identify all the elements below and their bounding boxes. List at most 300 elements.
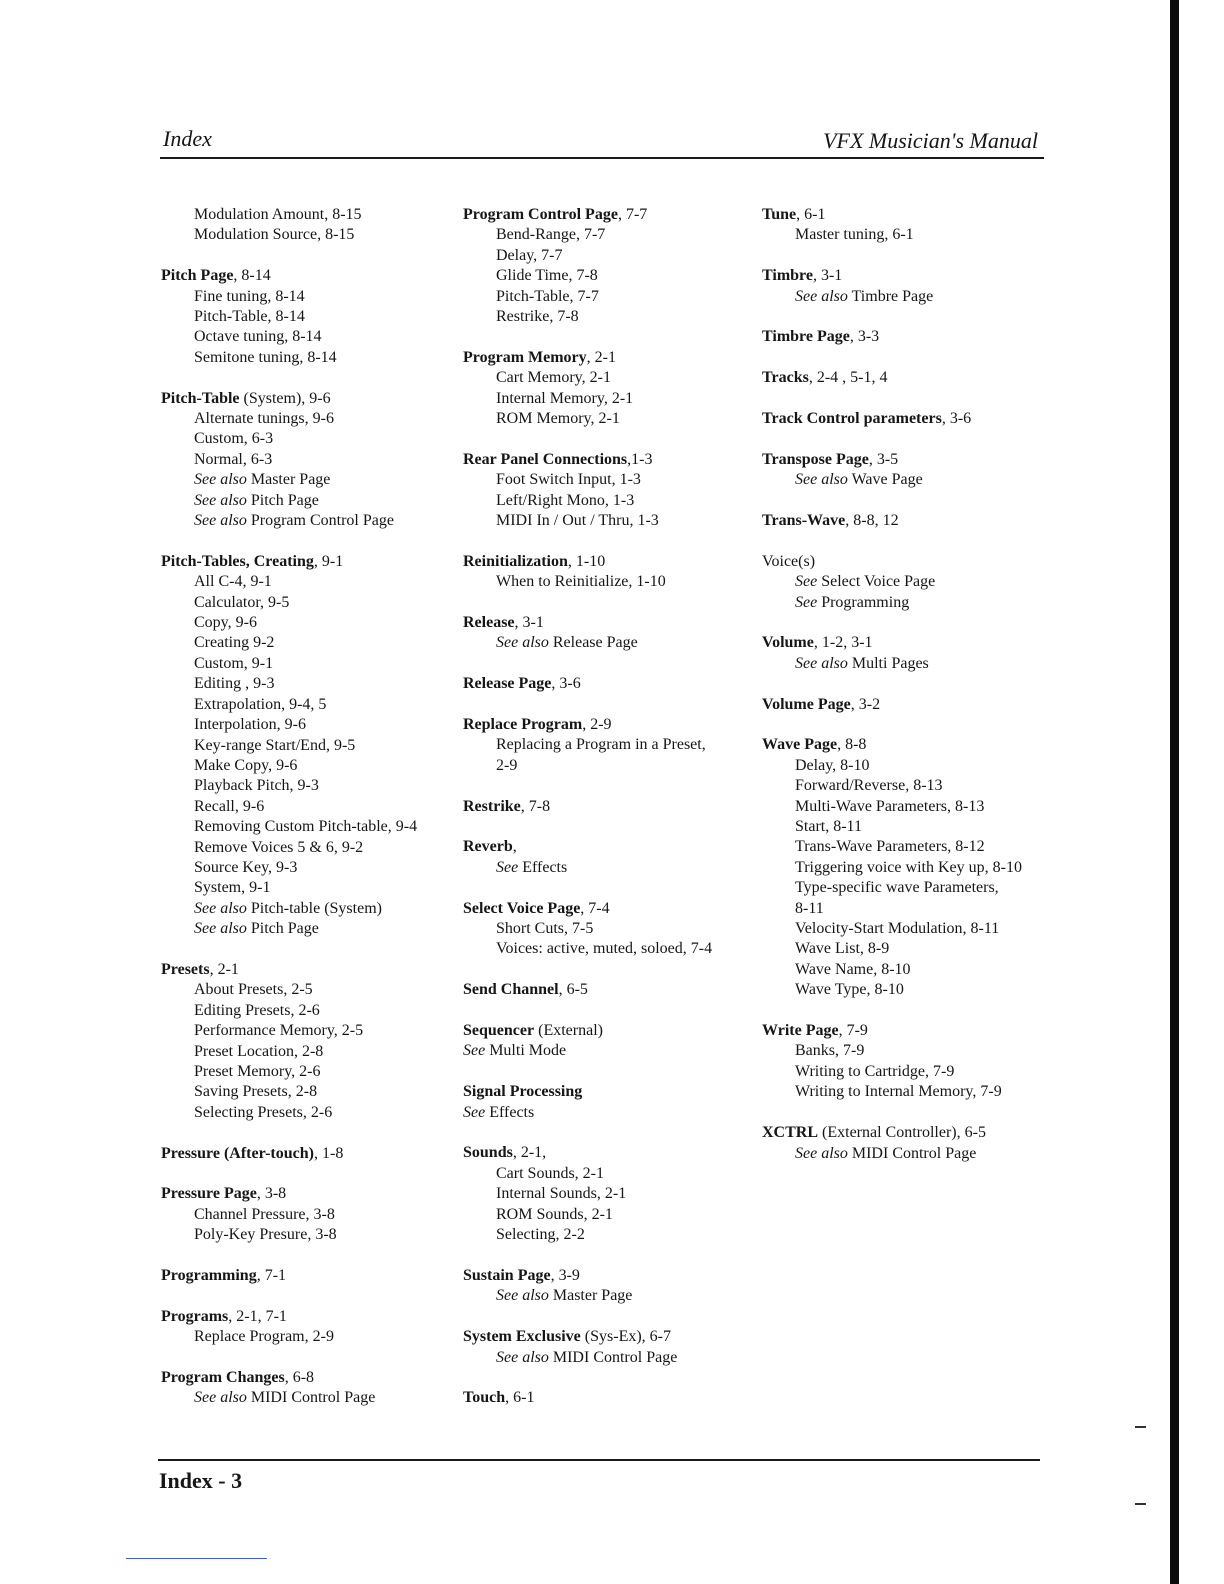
- subentry-text: Custom, 6-3: [194, 430, 274, 448]
- subentry-text: When to Reinitialize, 1-10: [496, 573, 666, 591]
- index-subentry: [161, 1388, 451, 1408]
- subentry-text: Normal, 6-3: [194, 450, 273, 468]
- term-page-refs: , 1-8: [313, 1144, 344, 1162]
- index-subentry: [161, 593, 451, 613]
- index-subentry: [161, 613, 451, 633]
- index-subentry: [161, 307, 451, 327]
- subentry-text: Interpolation, 9-6: [194, 716, 306, 734]
- term-heading: Reinitialization: [463, 552, 568, 570]
- see-label: See also: [496, 1348, 549, 1366]
- subentry-text: Delay, 7-7: [496, 246, 563, 264]
- index-term: [762, 205, 1052, 225]
- subentry-text: Wave Page: [847, 471, 923, 489]
- index-term: [463, 552, 753, 572]
- term-page-refs: , 3-8: [256, 1185, 287, 1203]
- subentry-text: Short Cuts, 7-5: [496, 920, 594, 938]
- term-heading: Presets: [161, 960, 210, 978]
- term-page-refs: , 6-1: [505, 1389, 535, 1407]
- term-page-refs: , 8-14: [233, 267, 271, 285]
- see-label: See also: [795, 1144, 848, 1162]
- term-page-refs: (Sys-Ex), 6-7: [580, 1328, 671, 1346]
- term-page-refs: , 7-4: [580, 899, 610, 917]
- term-heading: Signal Processing: [463, 1083, 583, 1101]
- index-entry: [463, 980, 753, 1000]
- term-heading: Touch: [463, 1389, 506, 1407]
- term-heading: System Exclusive: [463, 1328, 581, 1346]
- subentry-text: Velocity-Start Modulation, 8-11: [795, 920, 1000, 938]
- term-page-refs: , 8-8, 12: [845, 512, 899, 529]
- index-subentry: [463, 470, 753, 490]
- index-term: [762, 327, 1052, 347]
- term-page-refs: , 3-5: [868, 450, 899, 468]
- subentry-text: Remove Voices 5 & 6, 9-2: [194, 838, 364, 856]
- index-entry: [463, 837, 753, 878]
- subentry-text: Channel Pressure, 3-8: [194, 1205, 335, 1223]
- term-heading: Sustain Page: [463, 1266, 551, 1284]
- index-entry: [463, 552, 753, 593]
- index-term: [463, 715, 753, 735]
- index-subentry: [161, 225, 451, 245]
- term-page-refs: , 2-1: [586, 348, 616, 366]
- index-subentry: [762, 756, 1052, 776]
- index-subentry: [161, 1021, 451, 1041]
- index-subentry: [463, 1286, 753, 1306]
- index-subentry: [463, 1348, 753, 1368]
- subentry-text: Restrike, 7-8: [496, 308, 579, 326]
- index-term: [463, 837, 753, 857]
- subentry-text: Writing to Internal Memory, 7-9: [795, 1083, 1002, 1101]
- subentry-text: MIDI Control Page: [246, 1389, 376, 1407]
- index-subentry: [161, 715, 451, 735]
- index-subentry: [161, 470, 451, 490]
- index-subentry: [463, 266, 753, 286]
- see-label: See: [496, 858, 519, 876]
- index-subentry: [463, 225, 753, 245]
- index-entry: [161, 552, 451, 940]
- index-entry: [463, 1388, 753, 1408]
- index-subentry: [161, 1062, 451, 1082]
- index-entry: [463, 450, 753, 532]
- index-subentry: [762, 470, 1052, 490]
- index-subentry: [762, 899, 1052, 919]
- index-column-1: [161, 205, 451, 1429]
- index-subentry: [161, 899, 451, 919]
- header-rule: [160, 157, 1044, 159]
- term-heading: Pitch-Table: [161, 389, 240, 407]
- subentry-text: Poly-Key Presure, 3-8: [194, 1226, 337, 1244]
- subentry-text: Type-specific wave Parameters,: [795, 879, 999, 897]
- scan-edge-bar: [1170, 0, 1179, 1584]
- index-subentry: [161, 654, 451, 674]
- term-heading: Replace Program: [463, 716, 583, 734]
- index-entry: [161, 1368, 451, 1409]
- term-page-refs: , 7-9: [838, 1022, 868, 1040]
- index-entry: [463, 205, 753, 327]
- term-page-refs: (External Controller), 6-5: [818, 1124, 986, 1142]
- index-subentry: [762, 1041, 1052, 1061]
- index-subentry: [762, 878, 1052, 898]
- index-subentry: [762, 225, 1052, 245]
- term-heading: Tracks: [762, 369, 809, 387]
- subentry-text: Writing to Cartridge, 7-9: [795, 1062, 955, 1080]
- subentry-text: Start, 8-11: [795, 818, 862, 836]
- index-term: [161, 1307, 451, 1327]
- index-term: [463, 1021, 753, 1041]
- index-subentry: [463, 389, 753, 409]
- subentry-text: Effects: [518, 858, 568, 876]
- index-subentry: [463, 633, 753, 653]
- index-subentry: [161, 450, 451, 470]
- index-subentry: [762, 980, 1052, 1000]
- term-heading: Track Control parameters: [762, 410, 942, 427]
- index-subentry: [161, 409, 451, 429]
- subentry-text: Forward/Reverse, 8-13: [795, 777, 943, 795]
- index-subentry: [762, 817, 1052, 837]
- subentry-text: Programming: [817, 593, 910, 611]
- index-subentry: [161, 572, 451, 592]
- index-entry: [762, 205, 1052, 246]
- subentry-text: Pitch Page: [246, 491, 319, 509]
- index-subentry: [161, 776, 451, 796]
- term-heading: Pressure Page: [161, 1185, 257, 1203]
- see-label: See also: [194, 471, 247, 489]
- term-heading: Timbre: [762, 267, 813, 285]
- index-term: [463, 899, 753, 919]
- index-term: [463, 797, 753, 817]
- index-term: [161, 960, 451, 980]
- subentry-text: ROM Sounds, 2-1: [496, 1205, 613, 1223]
- index-entry: [463, 1266, 753, 1307]
- index-subentry: [762, 919, 1052, 939]
- subentry-text: Replace Program, 2-9: [194, 1328, 334, 1346]
- index-entry: [762, 552, 1052, 613]
- subentry-text: Foot Switch Input, 1-3: [496, 471, 641, 489]
- index-subentry: [161, 1001, 451, 1021]
- index-entry: [161, 389, 451, 532]
- index-subentry: [463, 1184, 753, 1204]
- subentry-text: Calculator, 9-5: [194, 593, 290, 611]
- index-entry: [762, 511, 1052, 531]
- index-entry: [463, 613, 753, 654]
- index-term: [762, 409, 1052, 429]
- see-label: See: [795, 573, 818, 591]
- subentry-text: Multi Pages: [847, 654, 929, 672]
- subentry-text: Timbre Page: [847, 287, 934, 305]
- subentry-text: Cart Sounds, 2-1: [496, 1164, 604, 1182]
- index-subentry: [463, 572, 753, 592]
- index-entry: [463, 899, 753, 960]
- index-subentry: [161, 1103, 451, 1123]
- index-subentry: [762, 858, 1052, 878]
- subentry-text: Preset Memory, 2-6: [194, 1063, 321, 1080]
- index-entry: [161, 205, 451, 246]
- index-term: [762, 695, 1052, 715]
- index-term: [161, 1368, 451, 1388]
- subentry-text: Release Page: [548, 634, 638, 652]
- see-label: See also: [194, 491, 247, 509]
- subentry-text: All C-4, 9-1: [194, 573, 272, 591]
- index-entry: [463, 674, 753, 694]
- index-subentry: [161, 1225, 451, 1245]
- term-heading: Sequencer: [463, 1022, 535, 1040]
- index-term: [463, 450, 753, 470]
- subentry-text: Left/Right Mono, 1-3: [496, 491, 635, 509]
- index-subentry: [161, 1205, 451, 1225]
- index-subentry: [161, 287, 451, 307]
- index-entry: [161, 1144, 451, 1164]
- index-subentry: [161, 1042, 451, 1062]
- index-entry: [762, 327, 1052, 347]
- subentry-text: Trans-Wave Parameters, 8-12: [795, 838, 985, 856]
- scan-artifact-line: [126, 1558, 267, 1559]
- index-subentry: [463, 919, 753, 939]
- subentry-text: Triggering voice with Key up, 8-10: [795, 858, 1022, 876]
- term-heading: Reverb: [463, 838, 513, 856]
- index-subentry: [762, 939, 1052, 959]
- index-subentry: [161, 327, 451, 347]
- index-subentry: [161, 858, 451, 878]
- index-subentry: [161, 674, 451, 694]
- index-term: [161, 389, 451, 409]
- term-heading: Select Voice Page: [463, 899, 581, 917]
- subentry-text: Extrapolation, 9-4, 5: [194, 695, 327, 713]
- term-heading: Sounds: [463, 1144, 513, 1162]
- index-column-2: [463, 205, 753, 1429]
- index-subentry: [762, 797, 1052, 817]
- subentry-text: Custom, 9-1: [194, 654, 274, 672]
- subentry-text: Performance Memory, 2-5: [194, 1022, 364, 1040]
- subentry-text: Semitone tuning, 8-14: [194, 348, 337, 366]
- index-subentry: [161, 756, 451, 776]
- subentry-text: Copy, 9-6: [194, 614, 257, 632]
- page-number-label: Index - 3: [159, 1468, 243, 1493]
- margin-mark: [1135, 1503, 1146, 1505]
- index-entry: [161, 1184, 451, 1245]
- subentry-text: Editing , 9-3: [194, 675, 275, 693]
- subentry-text: Replacing a Program in a Preset,: [496, 736, 706, 754]
- index-subentry: [463, 1225, 753, 1245]
- index-term: [463, 1082, 753, 1102]
- term-heading: Tune: [762, 206, 797, 223]
- subentry-text: Pitch-Table, 8-14: [194, 308, 305, 326]
- term-page-refs: , 2-9: [582, 716, 612, 734]
- subentry-text: Octave tuning, 8-14: [194, 328, 322, 346]
- index-entry: [463, 1082, 753, 1123]
- index-subentry: [463, 756, 753, 776]
- term-page-refs: , 3-6: [941, 410, 972, 427]
- subentry-text: System, 9-1: [194, 879, 271, 897]
- term-heading: Write Page: [762, 1022, 839, 1040]
- margin-mark: [1135, 1426, 1146, 1428]
- index-term: [161, 552, 451, 572]
- index-term: [463, 1143, 753, 1163]
- index-term: [463, 980, 753, 1000]
- term-page-refs: , 1-10: [567, 552, 606, 570]
- subentry-text: Internal Sounds, 2-1: [496, 1185, 627, 1203]
- index-term: [762, 368, 1052, 388]
- see-label: See also: [795, 471, 848, 489]
- term-heading: XCTRL: [762, 1124, 819, 1142]
- index-entry: [463, 715, 753, 776]
- index-subentry: [463, 368, 753, 388]
- see-label: See also: [496, 634, 549, 652]
- see-label: See also: [496, 1287, 549, 1305]
- subentry-text: Multi-Wave Parameters, 8-13: [795, 797, 985, 815]
- index-term: [762, 552, 1052, 572]
- index-term: [161, 1144, 451, 1164]
- index-subentry: [762, 1062, 1052, 1082]
- index-entry: [762, 1123, 1052, 1164]
- subentry-text: Playback Pitch, 9-3: [194, 777, 319, 795]
- subentry-text: Alternate tunings, 9-6: [194, 410, 334, 428]
- index-subentry: [762, 654, 1052, 674]
- index-subentry: [161, 919, 451, 939]
- term-heading: Voice(s): [762, 552, 816, 570]
- index-subentry: [161, 205, 451, 225]
- index-entry: [762, 735, 1052, 1000]
- term-page-refs: , 9-1: [313, 552, 344, 570]
- subentry-text: MIDI Control Page: [548, 1348, 678, 1366]
- subentry-text: Removing Custom Pitch-table, 9-4: [194, 818, 418, 836]
- term-heading: Program Memory: [463, 348, 587, 366]
- index-entry: [762, 266, 1052, 307]
- index-term: [463, 1327, 753, 1347]
- index-subentry: [161, 838, 451, 858]
- subentry-text: Selecting, 2-2: [496, 1226, 585, 1244]
- subentry-text: Modulation Source, 8-15: [194, 226, 355, 244]
- index-term: [762, 266, 1052, 286]
- index-subentry: [161, 348, 451, 368]
- see-label: See: [463, 1042, 486, 1060]
- index-entry: [463, 797, 753, 817]
- subentry-text: Master Page: [548, 1287, 633, 1305]
- subentry-text: Master tuning, 6-1: [795, 226, 914, 244]
- index-entry: [161, 1307, 451, 1348]
- index-term: [762, 511, 1052, 531]
- subentry-text: MIDI In / Out / Thru, 1-3: [496, 512, 659, 530]
- term-heading: Restrike: [463, 797, 521, 815]
- term-heading: Programs: [161, 1307, 229, 1325]
- term-heading: Volume: [762, 634, 814, 652]
- term-page-refs: , 7-8: [520, 797, 551, 815]
- term-page-refs: , 3-1: [514, 614, 544, 632]
- term-page-refs: , 6-8: [284, 1369, 315, 1387]
- subentry-text: Selecting Presets, 2-6: [194, 1103, 333, 1121]
- index-term: [762, 735, 1052, 755]
- index-subentry: [161, 980, 451, 1000]
- term-heading: Program Changes: [161, 1369, 285, 1387]
- subentry-text: Wave Type, 8-10: [795, 981, 904, 999]
- index-subentry: [463, 287, 753, 307]
- subentry-text: 2-9: [496, 756, 518, 774]
- index-entry: [463, 1143, 753, 1245]
- subentry-text: Preset Location, 2-8: [194, 1042, 324, 1060]
- term-heading: Send Channel: [463, 981, 559, 999]
- subentry-text: MIDI Control Page: [847, 1144, 977, 1162]
- subentry-text: Wave List, 8-9: [795, 940, 890, 958]
- see-label: See also: [194, 512, 247, 530]
- index-subentry: [463, 858, 753, 878]
- term-page-refs: , 6-5: [558, 981, 588, 999]
- see-label: See also: [194, 920, 247, 938]
- subentry-text: Bend-Range, 7-7: [496, 226, 606, 244]
- index-entry: [762, 409, 1052, 429]
- index-subentry: [762, 287, 1052, 307]
- index-entry: [463, 1327, 753, 1368]
- index-column-3: [762, 205, 1052, 1184]
- subentry-text: Banks, 7-9: [795, 1042, 865, 1060]
- index-term: [762, 1123, 1052, 1143]
- index-subentry: [463, 1164, 753, 1184]
- index-entry: [762, 450, 1052, 491]
- term-heading: Transpose Page: [762, 450, 869, 468]
- subentry-text: Fine tuning, 8-14: [194, 287, 305, 305]
- term-heading: Release Page: [463, 675, 552, 693]
- index-subentry: [161, 817, 451, 837]
- term-page-refs: ,: [512, 838, 517, 856]
- term-page-refs: , 3-3: [849, 328, 880, 346]
- term-heading: Rear Panel Connections: [463, 450, 628, 468]
- term-page-refs: , 1-2, 3-1: [813, 634, 873, 652]
- cross-reference-target: Multi Mode: [485, 1042, 567, 1060]
- index-subentry: [463, 246, 753, 266]
- term-page-refs: , 2-1: [209, 960, 239, 978]
- index-term: [463, 1266, 753, 1286]
- index-term: [762, 450, 1052, 470]
- subentry-text: About Presets, 2-5: [194, 981, 313, 999]
- term-heading: Pitch Page: [161, 267, 234, 285]
- index-subentry: [762, 1082, 1052, 1102]
- subentry-text: Pitch Page: [246, 920, 319, 938]
- term-page-refs: , 8-8: [837, 736, 867, 754]
- running-head-title: VFX Musician's Manual: [823, 128, 1038, 153]
- index-subentry: [762, 776, 1052, 796]
- cross-reference: [463, 1103, 753, 1123]
- index-subentry: [762, 572, 1052, 592]
- term-heading: Programming: [161, 1267, 257, 1285]
- index-subentry: [161, 1082, 451, 1102]
- term-page-refs: ,1-3: [627, 450, 653, 468]
- index-subentry: [463, 1205, 753, 1225]
- term-page-refs: , 3-6: [551, 675, 581, 693]
- subentry-text: Select Voice Page: [817, 573, 936, 591]
- subentry-text: Pitch-Table, 7-7: [496, 287, 599, 305]
- index-subentry: [161, 491, 451, 511]
- index-term: [161, 266, 451, 286]
- subentry-text: Glide Time, 7-8: [496, 267, 598, 285]
- index-entry: [762, 368, 1052, 388]
- subentry-text: Delay, 8-10: [795, 756, 870, 774]
- index-subentry: [161, 1327, 451, 1347]
- index-entry: [161, 960, 451, 1123]
- term-page-refs: (System), 9-6: [239, 389, 331, 407]
- subentry-text: Wave Name, 8-10: [795, 960, 911, 978]
- index-term: [463, 348, 753, 368]
- term-heading: Timbre Page: [762, 328, 850, 346]
- index-subentry: [463, 491, 753, 511]
- index-subentry: [463, 735, 753, 755]
- index-subentry: [161, 511, 451, 531]
- subentry-text: Cart Memory, 2-1: [496, 369, 611, 387]
- subentry-text: Program Control Page: [246, 512, 394, 530]
- index-entry: [762, 1021, 1052, 1103]
- term-heading: Release: [463, 614, 515, 632]
- subentry-text: Voices: active, muted, soloed, 7-4: [496, 940, 713, 958]
- subentry-text: Creating 9-2: [194, 634, 275, 652]
- see-label: See also: [795, 654, 848, 672]
- term-page-refs: , 3-9: [550, 1266, 580, 1284]
- subentry-text: Recall, 9-6: [194, 797, 265, 815]
